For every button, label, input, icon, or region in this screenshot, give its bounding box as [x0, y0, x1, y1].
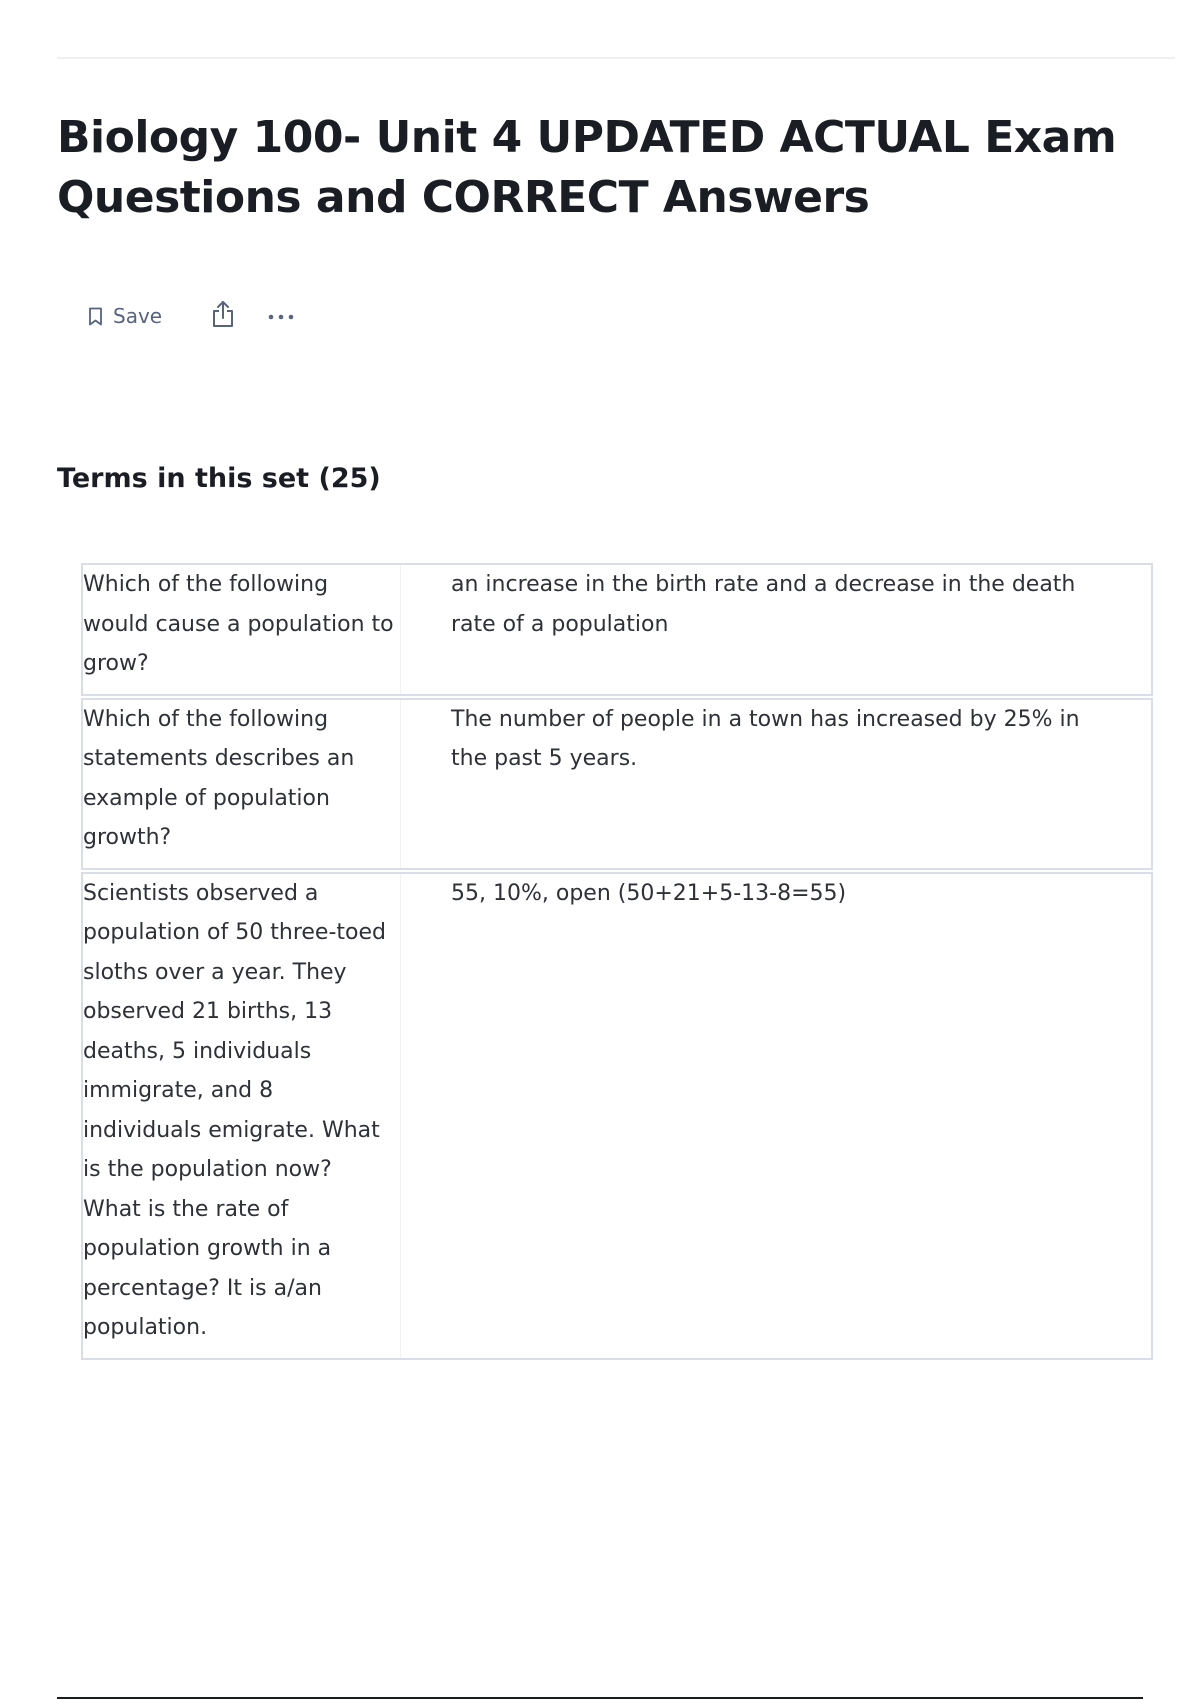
save-label: Save: [113, 304, 163, 328]
definition-text: 55, 10%, open (50+21+5-13-8=55): [451, 880, 847, 906]
term-text: Which of the following statements describes an example of population growth?: [83, 700, 401, 868]
terms-table: [81, 563, 1153, 1362]
terms-section-heading: Terms in this set (25): [57, 463, 381, 494]
page-title: Biology 100- Unit 4 UPDATED ACTUAL Exam Questions and CORRECT Answers: [57, 112, 1117, 223]
save-button[interactable]: [80, 300, 170, 332]
term-text: Scientists observed a population of 50 three-toed sloths over a year. They observed 21 births, 13 deaths, 5 individuals immigrate, and 8 individuals emigrate. What is the population now? What is the rate of population growth in a percentage? It is a/an population.: [83, 874, 401, 1358]
share-icon: [210, 299, 236, 333]
bookmark-icon: [88, 307, 103, 326]
term-text: Which of the following would cause a population to grow?: [83, 565, 401, 694]
bottom-divider: [57, 1697, 1143, 1699]
share-button[interactable]: [210, 299, 236, 333]
definition-text: The number of people in a town has increased by 25% in the past 5 years.: [451, 706, 1080, 771]
term-row[interactable]: [81, 698, 1153, 870]
top-divider: [57, 57, 1175, 59]
definition-text: an increase in the birth rate and a decrease in the death rate of a population: [451, 572, 1076, 637]
term-row[interactable]: [81, 872, 1153, 1360]
term-row[interactable]: [81, 563, 1153, 696]
more-options-button[interactable]: [266, 307, 296, 326]
set-toolbar: [80, 296, 296, 336]
more-icon: [266, 307, 296, 326]
